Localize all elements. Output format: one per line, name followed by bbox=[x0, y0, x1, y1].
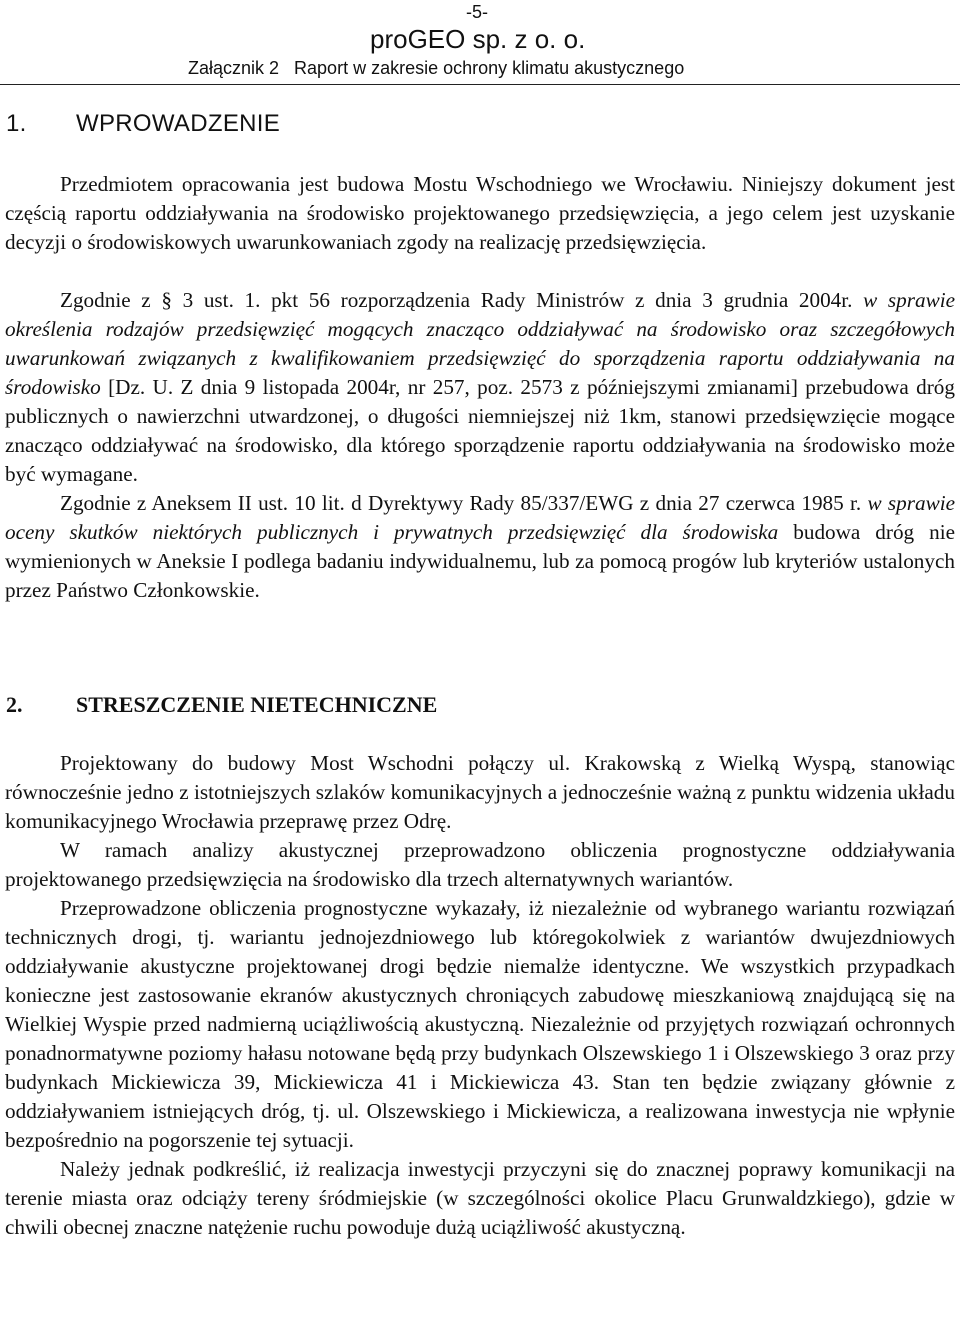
section-title: STRESZCZENIE NIETECHNICZNE bbox=[76, 692, 438, 717]
regulation-title: w sprawie określenia rodzajów przedsięwzięć mogących znacząco oddziaływać na środowisko oraz szczegółowych uwarunkowań związanych z kwalifikowaniem przedsięwzięć do sporządzenia raportu oddziaływania na środowisko bbox=[5, 288, 956, 399]
header-subtitle: Załącznik 2 Raport w zakresie ochrony klimatu akustycznego bbox=[188, 58, 685, 78]
directive-title: w sprawie oceny skutków niektórych publicznych i prywatnych przedsięwzięć dla środowiska bbox=[5, 491, 955, 544]
section-heading-summary bbox=[6, 692, 437, 718]
section-title: WPROWADZENIE bbox=[76, 110, 281, 137]
page-number: -5- bbox=[466, 2, 488, 22]
paragraph-text: Zgodnie z Aneksem II ust. 10 lit. d Dyrektywy Rady 85/337/EWG z dnia 27 czerwca 1985 r. bbox=[60, 491, 868, 515]
paragraph-text: Zgodnie z § 3 ust. 1. pkt 56 rozporządzenia Rady Ministrów z dnia 3 grudnia 2004r. bbox=[60, 288, 864, 312]
section-summary-body bbox=[5, 749, 955, 1242]
paragraph: W ramach analizy akustycznej przeprowadzono obliczenia prognostyczne oddziaływania projektowanego przedsięwzięcia na środowisko dla trzech alternatywnych wariantów. bbox=[5, 838, 955, 891]
paragraph-text: budowa dróg nie wymienionych w Aneksie I podlega badaniu indywidualnemu, lub za pomocą progów lub kryteriów ustalonych przez Państwo Członkowskie. bbox=[5, 520, 955, 602]
paragraph: Należy jednak podkreślić, iż realizacja inwestycji przyczyni się do znacznej poprawy komunikacji na terenie miasta oraz odciąży tereny śródmiejskie (w szczególności okolice Placu Grunwaldzkiego), gdzie w chwili obecnej znaczne natężenie ruchu powoduje dużą uciążliwość akustyczną. bbox=[5, 1157, 955, 1239]
section-number: 1. bbox=[6, 110, 27, 137]
section-number: 2. bbox=[6, 692, 23, 717]
paragraph-text: [Dz. U. Z dnia 9 listopada 2004r, nr 257, poz. 2573 z późniejszymi zmianami] przebudowa dróg publicznych o nawierzchni utwardzonej, o długości niemniejszej niż 1km, stanowi przedsięwzięcie mogące znacząco oddziaływać na środowisko, dla którego sporządzenie raportu oddziaływania na środowisko może być wymagane. bbox=[5, 375, 955, 486]
paragraph bbox=[5, 286, 955, 489]
paragraph: Przeprowadzone obliczenia prognostyczne wykazały, iż niezależnie od wybranego wariantu rozwiązań technicznych drogi, tj. wariantu jednojezdniowego lub któregokolwiek z wariantów dwujezdniowych oddziaływanie akustyczne projektowanej drogi będzie niemalże identyczne. We wszystkich przypadkach konieczne jest zastosowanie ekranów akustycznych chroniących zabudowę mieszkaniową znajdującą się na Wielkiej Wyspie przed nadmierną uciążliwością akustyczną. Niezależnie od przyjętych rozwiązań ochronnych ponadnormatywne poziomy hałasu notowane będą przy budynkach Olszewskiego 1 i Olszewskiego 3 oraz przy budynkach Mickiewicza 39, Mickiewicza 41 i Mickiewicza 43. Stan ten będzie związany głównie z oddziaływaniem istniejących dróg, tj. ul. Olszewskiego i Mickiewicza, a realizowana inwestycja nie wpłynie bezpośrednio na pogorszenie tej sytuacji. bbox=[5, 896, 955, 1152]
paragraph: Projektowany do budowy Most Wschodni połączy ul. Krakowską z Wielką Wyspą, stanowiąc równocześnie jedno z istotniejszych szlaków komunikacyjnych a jednocześnie ważną z punktu widzenia układu komunikacyjnego Wrocławia przeprawę przez Odrę. bbox=[5, 751, 955, 833]
header-divider bbox=[0, 84, 960, 85]
section-heading-introduction bbox=[6, 110, 280, 138]
page-header bbox=[0, 0, 960, 85]
paragraph bbox=[5, 489, 955, 605]
company-name: proGEO sp. z o. o. bbox=[370, 24, 586, 54]
paragraph: Przedmiotem opracowania jest budowa Mostu Wschodniego we Wrocławiu. Niniejszy dokument jest częścią raportu oddziaływania na środowisko projektowanego przedsięwzięcia, a jego celem jest uzyskanie decyzji o środowiskowych uwarunkowaniach zgody na realizację przedsięwzięcia. bbox=[5, 172, 955, 254]
section-introduction-body bbox=[5, 170, 955, 605]
